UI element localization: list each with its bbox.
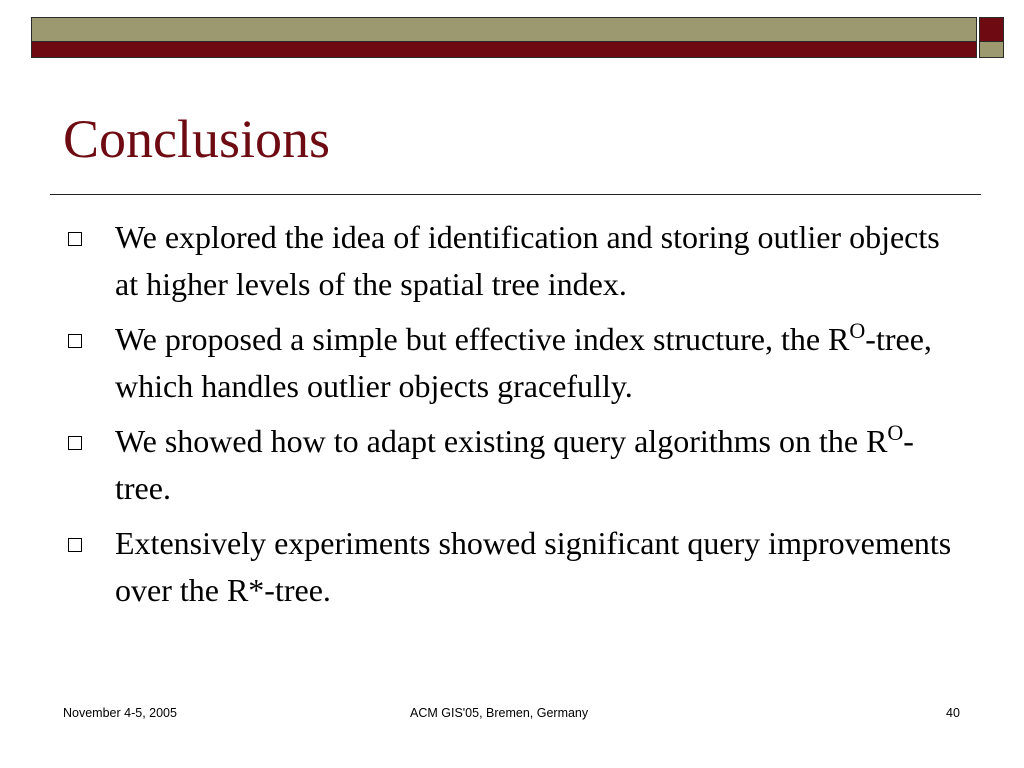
bullet-text-suffix: -tree, which handles outlier objects gracefully. xyxy=(115,321,932,404)
slide-title: Conclusions xyxy=(63,109,331,169)
bullet-item xyxy=(64,418,964,512)
bullet-text: Extensively experiments showed significant query improvements over the R*-tree. xyxy=(115,525,952,608)
bullet-item xyxy=(64,316,964,410)
bullet-text: We explored the idea of identification and storing outlier objects at higher levels of the spatial tree index. xyxy=(115,219,940,302)
header-square-olive xyxy=(979,42,1004,58)
footer-date: November 4-5, 2005 xyxy=(63,706,177,720)
title-divider xyxy=(50,194,981,195)
bullet-text-prefix: We showed how to adapt existing query algorithms on the R xyxy=(115,423,888,459)
header-bar-olive xyxy=(31,17,977,42)
bullet-item xyxy=(64,520,964,614)
hollow-square-bullet-icon xyxy=(68,538,82,552)
hollow-square-bullet-icon xyxy=(68,232,82,246)
hollow-square-bullet-icon xyxy=(68,334,82,348)
bullet-text-prefix: We proposed a simple but effective index structure, the R xyxy=(115,321,850,357)
bullet-list xyxy=(64,214,964,622)
header-bar-maroon xyxy=(31,42,977,58)
header-square-maroon xyxy=(979,17,1004,42)
hollow-square-bullet-icon xyxy=(68,436,82,450)
superscript: O xyxy=(849,318,866,343)
bullet-text-suffix: -tree. xyxy=(115,423,914,506)
superscript: O xyxy=(887,420,904,445)
footer-page-number: 40 xyxy=(946,706,960,720)
bullet-item xyxy=(64,214,964,308)
footer-event: ACM GIS'05, Bremen, Germany xyxy=(410,706,589,720)
